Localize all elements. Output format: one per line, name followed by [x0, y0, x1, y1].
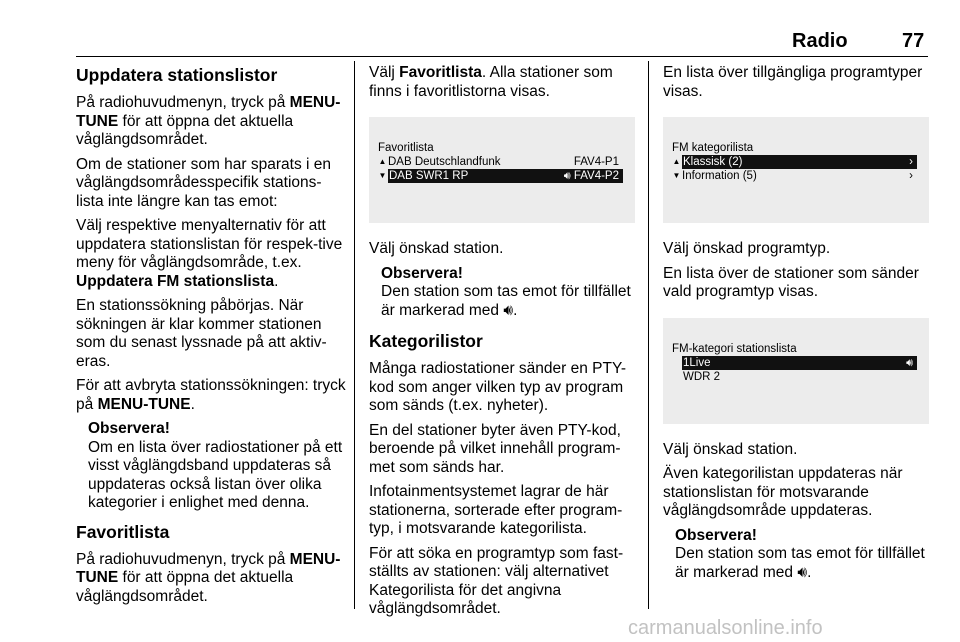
paragraph: Välj önskad station. [369, 240, 504, 257]
note-title: Observera! [88, 420, 170, 437]
paragraph: För att söka en programtyp som fast-ställts av stationen: välj alternativet Kategorilista för det angivna våglängdsområdet. [369, 544, 624, 617]
arrow-up-icon: ▲ [378, 157, 387, 166]
paragraph: Välj respektive menyalternativ för att uppdatera stationslistan för respek-tive meny för våglängdsområde, t.ex. Uppdatera FM stationslista. [76, 217, 343, 290]
column-divider-2 [648, 61, 649, 609]
paragraph: Infotainmentsystemet lagrar de här stationerna, sorterade efter program-typ, i motsvarande kategorilista. [369, 483, 623, 537]
heading-update-station-lists: Uppdatera stationslistor [76, 65, 278, 85]
header-rule [76, 56, 928, 57]
screen-row: ▲ DAB Deutschlandfunk FAV4-P1 [378, 156, 619, 168]
screen-title: Favoritlista [378, 142, 434, 154]
paragraph: En del stationer byter även PTY-kod, beroende på vilket innehåll program-met som sänds har. [369, 421, 621, 476]
paragraph: Välj Favoritlista. Alla stationer som finns i favoritlistorna visas. [369, 64, 613, 100]
note-text: Om en lista över radiostationer på ett visst våglängdsband uppdateras så uppdateras också listan över olika kategorier i enlighet med denna. [88, 438, 343, 511]
page-number: 77 [902, 30, 925, 52]
speaker-icon: 🔊︎. [503, 301, 518, 319]
favorites-screen-image [369, 117, 635, 223]
paragraph: Om de stationer som har sparats i en våglängdsområdesspecifik stations-lista inte längre kan tas emot: [76, 155, 332, 210]
speaker-icon: 🔊︎. [797, 563, 812, 581]
column-2 [369, 64, 635, 625]
paragraph: På radiohuvudmenyn, tryck på MENU-TUNE för att öppna det aktuella våglängdsområdet. [76, 550, 341, 605]
paragraph: En lista över tillgängliga programtyper visas. [663, 64, 923, 100]
arrow-down-icon: ▼ [378, 171, 387, 180]
section-title: Radio [792, 30, 848, 52]
screen-title: FM-kategori stationslista [672, 342, 797, 355]
speaker-icon: 🔊︎ [906, 356, 913, 369]
screen-title: FM kategorilista [672, 142, 754, 154]
screen-row-selected: 1Live 🔊︎ [671, 356, 917, 370]
arrow-up-icon: ▲ [672, 157, 681, 166]
paragraph: En stationssökning påbörjas. När sökningen är klar kommer stationen som du senast lyssnade på att aktiv-eras. [76, 297, 327, 370]
note-box [663, 527, 929, 583]
screen-row-selected: ▲ Klassisk (2) › [671, 155, 917, 169]
note-title: Observera! [381, 264, 463, 282]
screen-row-selected: ▼ DAB SWR1 RP 🔊︎ FAV4-P2 [377, 169, 623, 183]
note-box [76, 420, 346, 513]
screen-row: ▼ Information (5) › [672, 170, 913, 182]
arrow-down-icon: ▼ [672, 171, 681, 180]
column-1 [76, 64, 346, 612]
chevron-right-icon: › [909, 170, 913, 182]
note-text: Den station som tas emot för tillfället är markerad med 🔊︎. [675, 545, 925, 581]
chevron-right-icon: › [909, 156, 913, 168]
screen-row: WDR 2 [683, 370, 721, 383]
paragraph: Många radiostationer sänder en PTY-kod som anger vilken typ av program som sänds (t.ex. nyheter). [369, 360, 627, 414]
note-box [369, 265, 635, 321]
paragraph: Välj önskad programtyp. [663, 240, 831, 257]
heading-favorites: Favoritlista [76, 521, 170, 542]
note-text: Den station som tas emot för tillfället är markerad med 🔊︎. [381, 283, 631, 319]
note-title: Observera! [675, 526, 757, 544]
paragraph: En lista över de stationer som sänder vald programtyp visas. [663, 264, 919, 300]
category-screen-image [663, 117, 929, 223]
speaker-icon: 🔊︎ [563, 170, 571, 182]
paragraph: På radiohuvudmenyn, tryck på MENU-TUNE för att öppna det aktuella våglängdsområdet. [76, 94, 341, 148]
paragraph: Välj önskad station. [663, 440, 798, 458]
column-divider-1 [354, 61, 355, 609]
paragraph: Även kategorilistan uppdateras när stationslistan för motsvarande våglängdsområde uppdateras. [663, 465, 903, 519]
watermark: carmanualsonline.info [628, 617, 823, 639]
column-3 [663, 64, 929, 582]
paragraph: För att avbryta stationssökningen: tryck på MENU-TUNE. [76, 377, 346, 413]
category-station-screen-image [663, 318, 929, 424]
heading-category-lists: Kategorilistor [369, 331, 483, 351]
